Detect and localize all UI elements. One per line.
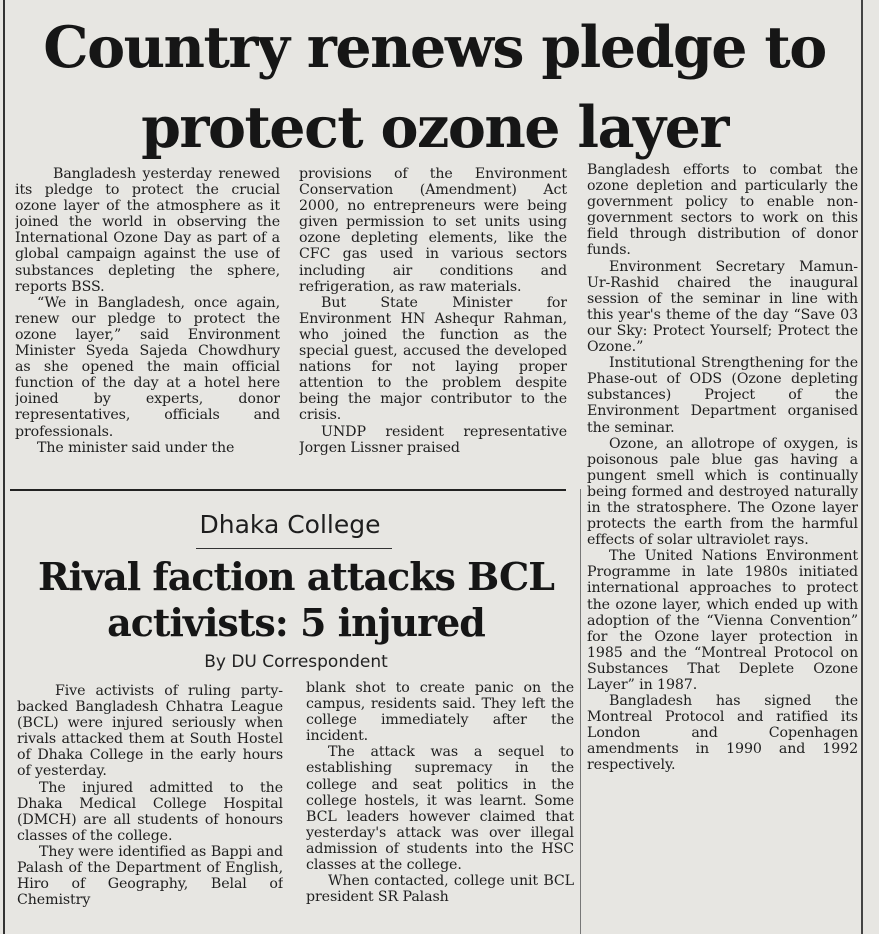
paragraph: Bangladesh efforts to combat the ozone depletion and particularly the government policy to enable non-government sectors to work on this field through distribution of donor funds. (587, 162, 858, 259)
paragraph: Ozone, an allotrope of oxygen, is poisonous pale blue gas having a pungent smell which is continually being formed and destroyed naturally in the stratosphere. The Ozone layer protects the earth from the harmful effects of solar ultraviolet rays. (587, 435, 858, 549)
paragraph: The United Nations Environment Programme in late 1980s initiated international approaches to protect the ozone layer, which ended up with adoption of the “Vienna Convention” for the Ozone layer protection in 1985 and the “Montreal Protocol on Substances That Deplete Ozone Layer” in 1987. (587, 548, 858, 693)
second-headline-line-2: activists: 5 injured (107, 600, 485, 645)
second-story-column-1 (17, 683, 283, 934)
main-headline-line-1: Country renews pledge to (43, 14, 826, 81)
paragraph: Environment Secretary Mamun-Ur-Rashid chaired the inaugural session of the seminar in line with this year's theme of the day “Save 03 our Sky: Protect Yourself; Protect the Ozone.” (587, 258, 858, 356)
paragraph: Institutional Strengthening for the Phase-out of ODS (Ozone depleting substances) Project of the Environment Department organised the seminar. (587, 355, 858, 436)
main-headline-line-2: protect ozone layer (141, 94, 728, 161)
paragraph: Bangladesh yesterday renewed its pledge to protect the crucial ozone layer of the atmosphere as it joined the world in observing the International Ozone Day as part of a global campaign against the use of substances depleting the sphere, reports BSS. (15, 166, 280, 295)
kicker-underline (196, 548, 392, 549)
paragraph: UNDP resident representative Jorgen Lissner praised (299, 423, 567, 456)
paragraph: Five activists of ruling party-backed Bangladesh Chhatra League (BCL) were injured seriously when rivals attacked them at South Hostel of Dhaka College in the early hours of yesterday. (17, 683, 283, 780)
paragraph: They were identified as Bappi and Palash of the Department of English, Hiro of Geography, Belal of Chemistry (17, 843, 283, 909)
main-story-column-2 (299, 166, 567, 488)
paragraph: provisions of the Environment Conservation (Amendment) Act 2000, no entrepreneurs were being given permission to set units using ozone depleting elements, like the CFC gas used in various sectors including air conditions and refrigeration, as raw materials. (299, 166, 567, 295)
left-column-rule (3, 0, 5, 934)
right-column-rule (861, 0, 863, 934)
byline: By DU Correspondent (204, 652, 388, 672)
story-kicker: Dhaka College (199, 510, 381, 539)
paragraph: But State Minister for Environment HN Ashequr Rahman, who joined the function as the special guest, accused the developed nations for not laying proper attention to the problem despite being the major contributor to the crisis. (299, 294, 567, 424)
paragraph: The injured admitted to the Dhaka Medical College Hospital (DMCH) are all students of honours classes of the college. (17, 779, 283, 844)
paragraph: Bangladesh has signed the Montreal Protocol and ratified its London and Copenhagen amendments in 1990 and 1992 respectively. (587, 693, 858, 774)
main-headline (8, 6, 861, 171)
main-story-column-1 (15, 166, 280, 488)
paragraph: The attack was a sequel to establishing supremacy in the college and seat politics in the college hostels, it was learnt. Some BCL leaders however claimed that yesterday's attack was over illegal admission of students into the HSC classes at the college. (306, 744, 574, 874)
paragraph: When contacted, college unit BCL president SR Palash (306, 873, 574, 906)
main-story-column-3 (587, 162, 858, 934)
section-divider (10, 489, 566, 491)
paragraph: The minister said under the (37, 439, 235, 456)
paragraph: blank shot to create panic on the campus, residents said. They left the college immediately after the incident. (306, 680, 574, 745)
second-story-column-2 (306, 680, 574, 934)
second-headline-line-1: Rival faction attacks BCL (38, 554, 554, 599)
paragraph: “We in Bangladesh, once again, renew our pledge to protect the ozone layer,” said Environment Minister Syeda Sajeda Chowdhury as she opened the main official function of the day at a hotel here joined by experts, donor representatives, officials and professionals. (15, 294, 280, 440)
